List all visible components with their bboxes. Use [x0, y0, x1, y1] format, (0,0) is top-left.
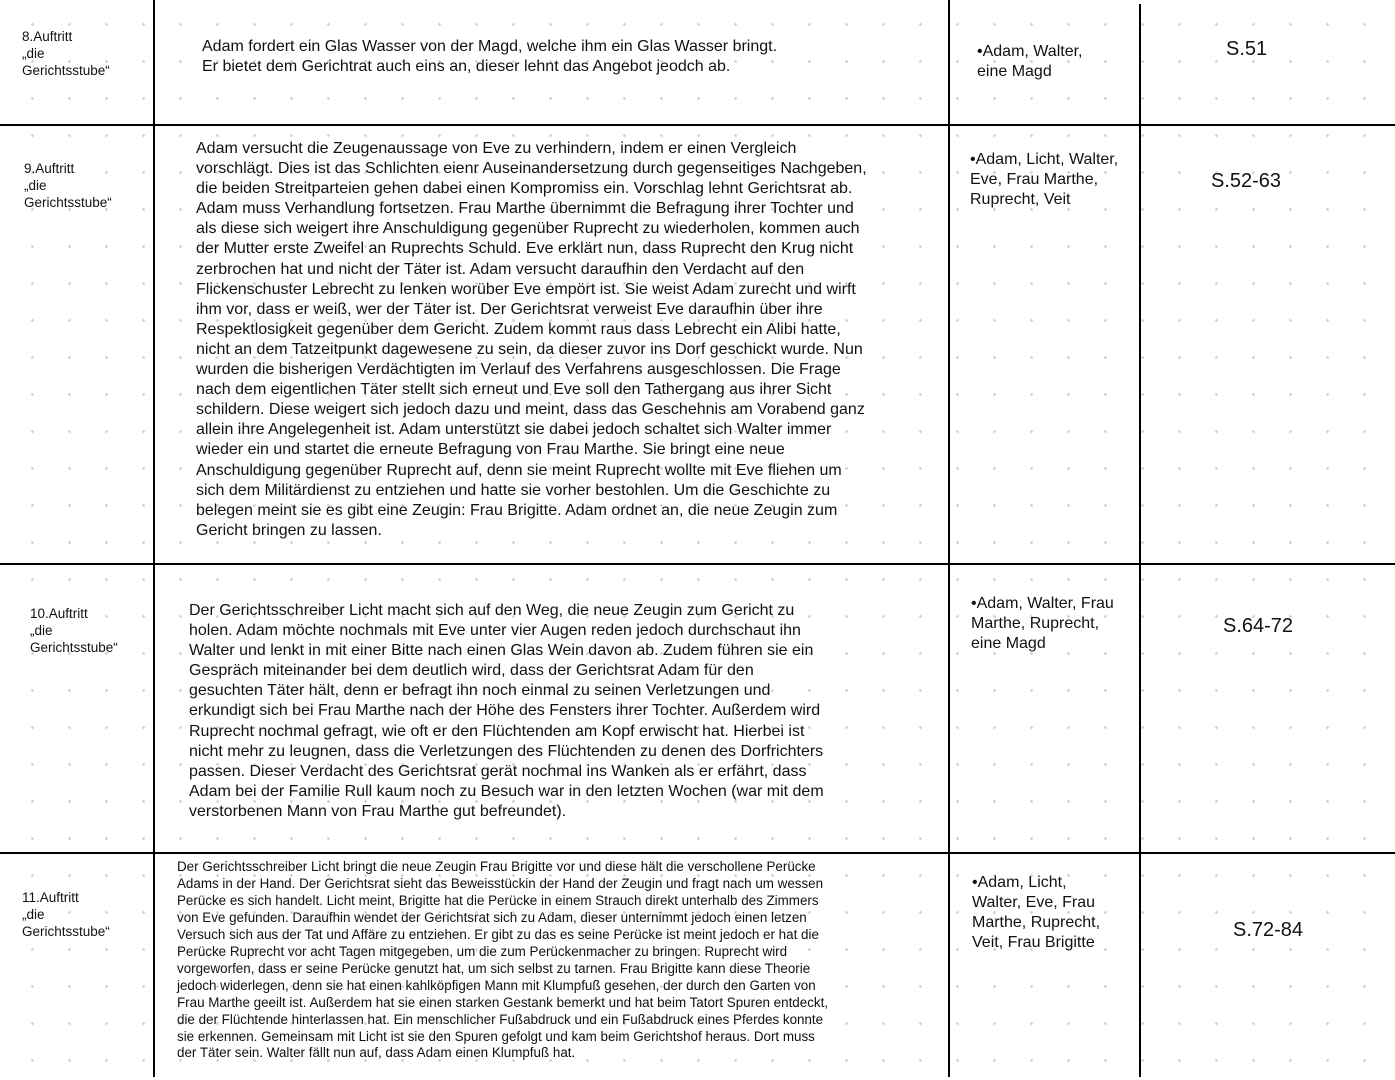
column-divider: [1139, 4, 1141, 1077]
page-cell: S.72-84: [1233, 919, 1304, 941]
column-divider: [153, 0, 155, 1077]
summary-cell: Adam versucht die Zeugenaussage von Eve zu verhindern, indem er einen Vergleich vorschlägt. Dies ist das Schlichten eienr Auseinandersetzung durch gegenseitiges Nachgeben, die beiden Streitparteien gehen dabei einen Kompromiss ein. Vorschlag lehnt Gerichtsrat ab. Adam muss Verhandlung fortsetzen. Frau Marthe übernimmt die Befragung ihrer Tochter und als diese sich weigert ihre Anschuldigung gegenüber Ruprecht zu wiederholen, kommen auch der Mutter erste Zweifel an Ruprechts Schuld. Eve erklärt nun, dass Ruprecht den Krug nicht zerbrochen hat und nicht der Täter ist. Adam versucht daraufhin den Verdacht auf den Flickenschuster Lebrecht zu lenken worüber Eve empört ist. Sie weist Adam zurecht und wirft ihm vor, dass er weiß, wer der Täter ist. Der Gerichtsrat verweist Eve daraufhin über ihre Respektlosigkeit gegenüber dem Gericht. Zudem kommt raus dass Lebrecht ein Alibi hatte, nicht an dem Tatzeitpunkt dagewesene zu sein, da dieser zuvor ins Dorf geschickt wurde. Nun wurden die bisherigen Verdächtigten im Verlauf des Verfahrens ausgeschlossen. Die Frage nach dem eigentlichen Täter stellt sich erneut und Eve soll den Tathergang aus ihrer Sicht schildern. Diese weigert sich jedoch dazu und meint, dass das Geschehnis am Vorabend ganz allein ihre Angelegenheit ist. Adam unterstützt sie dabei jedoch schaltet sich Walter immer wieder ein und startet die erneute Befragung von Frau Marthe. Sie bringt eine neue Anschuldigung gegenüber Ruprecht auf, denn sie meint Ruprecht wollte mit Eve fliehen um sich dem Militärdienst zu entziehen und hatte sie vorher bestohlen. Um die Geschichte zu belegen meint sie es gibt eine Zeugin: Frau Brigitte. Adam ordnet an, die neue Zeugin zum Gericht bringen zu lassen.: [196, 140, 867, 539]
scene-cell: 9.Auftritt „die Gerichtsstube“: [24, 161, 112, 210]
summary-cell: Der Gerichtsschreiber Licht macht sich auf den Weg, die neue Zeugin zum Gericht zu holen. Adam möchte nochmals mit Eve unter vier Augen reden jedoch durchschaut ihn Walter und lenkt in mit einer Bitte nach einen Glas Wein davon ab. Zudem führen sie ein Gespräch miteinander bei dem deutlich wird, dass der Gerichtsrat Adam für den gesuchten Täter hält, denn er befragt ihn noch einmal zu seinen Verletzungen und erkundigt sich bei Frau Marthe nach der Höhe des Fensters ihrer Tochter. Außerdem wird Ruprecht nochmal gefragt, wie oft er den Flüchtenden am Kopf erwischt hat. Hierbei ist nicht mehr zu leugnen, dass die Verletzungen des Flüchtenden zu denen des Dorfrichters passen. Dieser Verdacht des Gerichtsrat gerät nochmal ins Wanken als er erfährt, dass Adam bei der Familie Rull kaum noch zu Besuch war in den letzten Wochen (war mit dem verstorbenen Mann von Frau Marthe gut befreundet).: [189, 602, 824, 820]
page-cell: S.51: [1226, 38, 1268, 60]
column-divider: [948, 0, 950, 1077]
row-divider: [0, 563, 1395, 565]
persons-cell: •Adam, Walter, Frau Marthe, Ruprecht, eine Magd: [971, 595, 1114, 653]
row-divider: [0, 852, 1395, 854]
persons-cell: •Adam, Licht, Walter, Eve, Frau Marthe, Ruprecht, Veit, Frau Brigitte: [972, 874, 1101, 952]
scene-cell: 8.Auftritt „die Gerichtsstube“: [22, 29, 110, 78]
scene-cell: 11.Auftritt „die Gerichtsstube“: [22, 890, 110, 939]
row-divider: [0, 124, 1395, 126]
persons-cell: •Adam, Licht, Walter, Eve, Frau Marthe, Ruprecht, Veit: [970, 151, 1119, 209]
page-cell: S.64-72: [1223, 615, 1294, 637]
scene-cell: 10.Auftritt „die Gerichtsstube“: [30, 606, 118, 655]
summary-cell: Der Gerichtsschreiber Licht bringt die neue Zeugin Frau Brigitte vor und diese hält die verschollene Perücke Adams in der Hand. Der Gerichtsrat sieht das Beweisstückin der Hand der Zeugin und fragt nach um wessen Perücke es sich handelt. Licht meint, Brigitte hat die Perücke in einem Strauch direkt unterhalb des Zimmers von Eve gefunden. Daraufhin wendet der Gerichtsrat sich zu Adam, dieser unternimmt jedoch einen letzen Versuch sich aus der Tat und Affäre zu entziehen. Er gibt zu das es seine Perücke ist meint jedoch er hat die Perücke Ruprecht vor acht Tagen mitgegeben, um die zum Perückenmacher zu bringen. Ruprecht wird vorgeworfen, dass er seine Perücke genutzt hat, um sich selbst zu tarnen. Frau Brigitte kann diese Theorie jedoch widerlegen, denn sie hat einen kahlköpfigen Mann mit Klumpfuß gesehen, der durch den Garten von Frau Marthe geeilt ist. Außerdem hat sie einen starken Gestank bemerkt und hat beim Tatort Spuren entdeckt, die der Flüchtende hinterlassen hat. Ein menschlicher Fußabdruck und ein Fußabdruck eines Pferdes konnte sie erkennen. Gemeinsam mit Licht ist sie den Spuren gefolgt und kam beim Gerichtshof heraus. Dort muss der Täter sein. Walter fällt nun auf, dass Adam einen Klumpfuß hat.: [177, 859, 829, 1061]
persons-cell: •Adam, Walter, eine Magd: [977, 43, 1083, 81]
page-cell: S.52-63: [1211, 170, 1282, 192]
summary-cell: Adam fordert ein Glas Wasser von der Magd, welche ihm ein Glas Wasser bringt. Er bietet dem Gerichtrat auch eins an, dieser lehnt das Angebot jeodch ab.: [202, 38, 778, 76]
